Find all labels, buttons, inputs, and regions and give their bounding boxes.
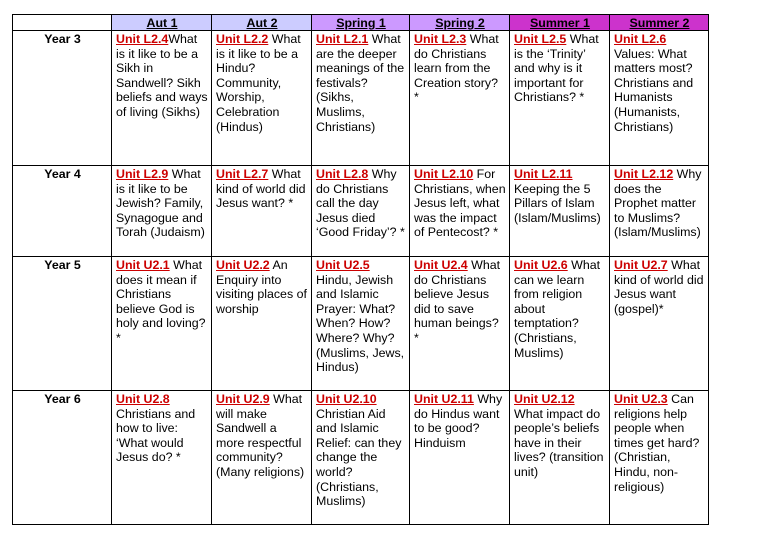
unit-cell (410, 31, 510, 166)
unit-code: Unit U2.12 (514, 392, 575, 406)
unit-cell (510, 391, 610, 525)
unit-code: Unit L2.12 (614, 167, 674, 181)
year-row (13, 257, 709, 391)
unit-description: What impact do people’s beliefs have in their lives? (transition unit) (514, 406, 604, 479)
unit-code: Unit U2.11 (414, 392, 474, 406)
term-label: Aut 2 (246, 16, 278, 30)
unit-description: What will make Sandwell a more respectful community? (Many religions) (216, 392, 305, 479)
unit-description: What do Christians learn from the Creation story? * (414, 32, 499, 105)
unit-description: Hindu, Jewish and Islamic Prayer: What? When? How? Where? Why? (Muslims, Jews, Hindus) (316, 272, 405, 375)
unit-cell (212, 257, 312, 391)
unit-cell (410, 257, 510, 391)
unit-code: Unit U2.4 (414, 258, 468, 272)
unit-code: Unit L2.8 (316, 167, 369, 181)
unit-description: What can we learn from religion about temptation? (Christians, Muslims) (514, 258, 601, 360)
unit-cell (312, 257, 410, 391)
unit-cell (610, 391, 709, 525)
unit-cell (510, 166, 610, 257)
term-label: Spring 1 (336, 16, 386, 30)
unit-description: For Christians, when Jesus left, what was the impact of Pentecost? * (414, 167, 506, 240)
unit-code: Unit L2.9 (116, 167, 169, 181)
unit-code: Unit U2.1 (116, 258, 170, 272)
unit-cell (610, 257, 709, 391)
term-label: Spring 2 (435, 16, 485, 30)
unit-description: Why do Christians call the day Jesus died ‘Good Friday’? * (316, 167, 405, 240)
year-label: Year 3 (13, 31, 112, 166)
header-term (112, 15, 212, 31)
unit-code: Unit U2.5 (316, 258, 370, 272)
unit-description: What are the deeper meanings of the festivals? (Sikhs, Muslims, Christians) (316, 32, 405, 134)
unit-cell (312, 31, 410, 166)
unit-cell (410, 166, 510, 257)
unit-description: Why do Hindus want to be good? Hinduism (414, 392, 503, 450)
header-corner (13, 15, 112, 31)
unit-description: What is the ‘Trinity’ and why is it important for Christians? * (514, 32, 599, 105)
unit-code: Unit L2.4 (116, 32, 169, 46)
unit-cell (212, 31, 312, 166)
unit-description: Why does the Prophet matter to Muslims? (Islam/Muslims) (614, 167, 702, 240)
header-term (312, 15, 410, 31)
unit-code: Unit U2.9 (216, 392, 270, 406)
unit-code: Unit L2.7 (216, 167, 269, 181)
unit-code: Unit U2.6 (514, 258, 568, 272)
unit-description: What does it mean if Christians believe God is holy and loving? * (116, 258, 206, 345)
unit-code: Unit L2.5 (514, 32, 567, 46)
unit-cell (112, 257, 212, 391)
unit-code: Unit U2.7 (614, 258, 668, 272)
unit-cell (610, 31, 709, 166)
year-label: Year 6 (13, 391, 112, 525)
year-row (13, 31, 709, 166)
unit-description: Can religions help people when times get hard? (Christian, Hindu, non-religious) (614, 392, 700, 494)
unit-description: Christians and how to live: ‘What would Jesus do? * (116, 406, 196, 465)
unit-description: What kind of world did Jesus want? * (216, 167, 306, 211)
unit-code: Unit U2.3 (614, 392, 668, 406)
year-row (13, 166, 709, 257)
unit-description: Keeping the 5 Pillars of Islam (Islam/Muslims) (514, 181, 601, 225)
curriculum-table (12, 14, 709, 525)
unit-code: Unit L2.6 (614, 32, 667, 46)
unit-cell (112, 31, 212, 166)
header-term (212, 15, 312, 31)
unit-cell (212, 391, 312, 525)
unit-code: Unit L2.10 (414, 167, 474, 181)
unit-cell (410, 391, 510, 525)
unit-cell (212, 166, 312, 257)
header-row (13, 15, 709, 31)
unit-description: Christian Aid and Islamic Relief: can they change the world? (Christians, Muslims) (316, 406, 402, 509)
term-label: Summer 1 (530, 16, 590, 30)
unit-code: Unit L2.3 (414, 32, 467, 46)
header-term (510, 15, 610, 31)
unit-cell (112, 166, 212, 257)
year-label: Year 4 (13, 166, 112, 257)
unit-code: Unit L2.11 (514, 167, 573, 181)
unit-description: What is it like to be a Hindu? Community, Worship, Celebration (Hindus) (216, 32, 301, 134)
unit-cell (312, 391, 410, 525)
unit-cell (510, 31, 610, 166)
unit-description: An Enquiry into visiting places of worship (216, 258, 307, 316)
unit-description: Values: What matters most? Christians and Humanists (Humanists, Christians) (614, 46, 694, 134)
unit-code: Unit L2.1 (316, 32, 369, 46)
unit-cell (312, 166, 410, 257)
unit-code: Unit U2.2 (216, 258, 270, 272)
header-term (410, 15, 510, 31)
unit-description: What kind of world did Jesus want (gospel)* (614, 258, 704, 316)
unit-code: Unit L2.2 (216, 32, 269, 46)
term-label: Aut 1 (146, 16, 178, 30)
unit-description: What is it like to be Jewish? Family, Synagogue and Torah (Judaism) (116, 167, 205, 240)
header-term (610, 15, 709, 31)
year-label: Year 5 (13, 257, 112, 391)
unit-code: Unit U2.10 (316, 392, 377, 406)
unit-cell (510, 257, 610, 391)
unit-cell (112, 391, 212, 525)
unit-cell (610, 166, 709, 257)
year-row (13, 391, 709, 525)
unit-description: What is it like to be a Sikh in Sandwell? Sikh beliefs and ways of living (Sikhs) (116, 32, 208, 119)
unit-code: Unit U2.8 (116, 392, 170, 406)
unit-description: What do Christians believe Jesus did to save human beings? * (414, 258, 501, 345)
term-label: Summer 2 (629, 16, 690, 30)
